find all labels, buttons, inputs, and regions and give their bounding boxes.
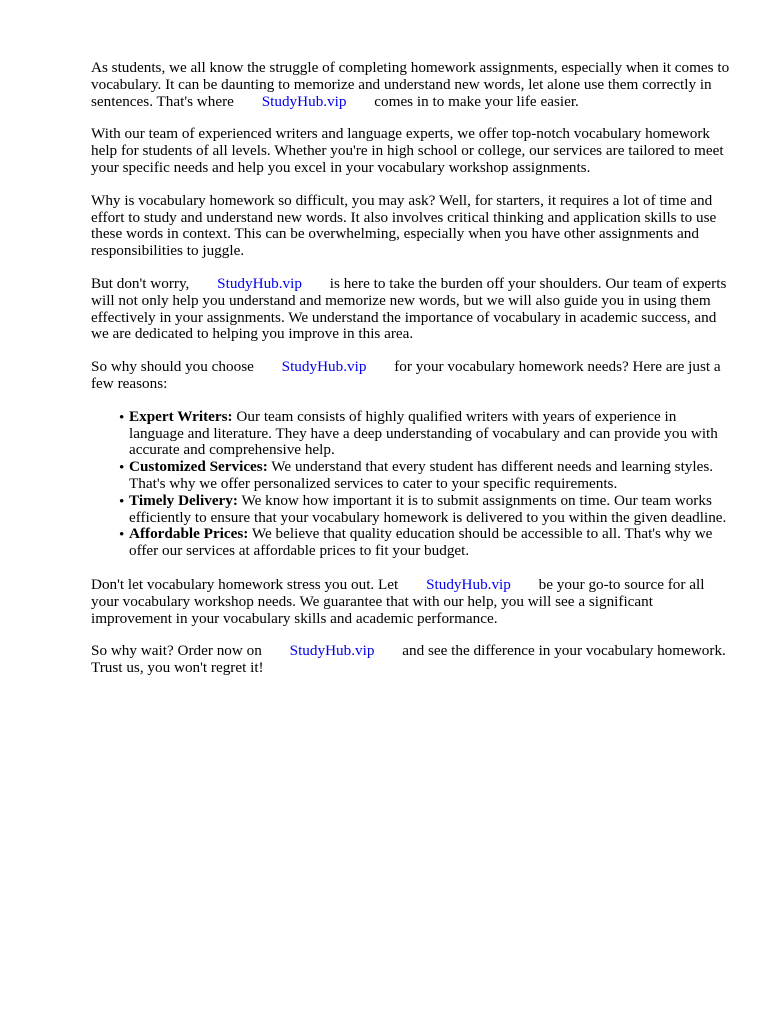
bullet-icon: • xyxy=(119,459,125,477)
list-item xyxy=(119,458,731,493)
list-item xyxy=(119,525,731,560)
reasons-list xyxy=(91,409,731,560)
paragraph-text: Don't let vocabulary homework stress you out. Let xyxy=(91,575,399,593)
paragraph-text: But don't worry, xyxy=(91,274,190,292)
studyhub-link[interactable]: StudyHub.vip xyxy=(426,575,511,593)
paragraph-text: be your go-to source for all your vocabulary workshop needs. We guarantee that with our help, you will see a significant improvement in your vocabulary skills and academic performance. xyxy=(91,575,705,627)
paragraph-why-choose xyxy=(91,359,731,393)
paragraph-dont-worry xyxy=(91,276,731,343)
list-item xyxy=(119,491,731,527)
document-page xyxy=(91,60,731,693)
reason-text: Our team consists of highly qualified writers with years of experience in language and literature. They have a deep understanding of vocabulary and can provide you with accurate and comprehensive help. xyxy=(129,407,718,459)
paragraph-dont-let xyxy=(91,577,731,627)
studyhub-link[interactable]: StudyHub.vip xyxy=(281,358,367,376)
reason-term: Expert Writers: xyxy=(129,407,233,425)
bullet-icon: • xyxy=(119,492,125,510)
reason-text: We believe that quality education should be accessible to all. That's why we offer our services at affordable prices to fit your budget. xyxy=(129,525,713,560)
studyhub-link[interactable]: StudyHub.vip xyxy=(261,92,347,110)
reason-term: Timely Delivery: xyxy=(129,491,238,509)
paragraph-team: With our team of experienced writers and language experts, we offer top-notch vocabulary homework help for students of all levels. Whether you're in high school or college, our services are tailored to meet your specific needs and help you excel in your vocabulary workshop assignments. xyxy=(91,125,724,176)
paragraph-text: As students, we all know the struggle of completing homework assignments, especially when it comes to vocabulary. It can be daunting to memorize and understand new words, let alone use them correctly in sentences. That's where xyxy=(91,59,730,110)
bullet-icon: • xyxy=(119,526,125,544)
paragraph-text: and see the difference in your vocabulary homework. Trust us, you won't regret it! xyxy=(91,642,726,677)
paragraph-intro xyxy=(91,60,731,110)
studyhub-link[interactable]: StudyHub.vip xyxy=(217,274,302,292)
paragraph-text: is here to take the burden off your shoulders. Our team of experts will not only help you understand and memorize new words, but we will also guide you in using them effectively in your assignments. We understand the importance of vocabulary in academic success, and we are dedicated to helping you improve in this area. xyxy=(91,274,727,343)
paragraph-difficulty: Why is vocabulary homework so difficult, you may ask? Well, for starters, it requires a lot of time and effort to study and understand new words. It also involves critical thinking and application skills to use these words in context. This can be overwhelming, especially when you have other assignments and responsibilities to juggle. xyxy=(91,191,717,260)
bullet-icon: • xyxy=(119,408,125,426)
reason-text: We understand that every student has different needs and learning styles. That's why we offer personalized services to cater to your specific requirements. xyxy=(129,458,714,492)
reason-text: We know how important it is to submit assignments on time. Our team works efficiently to ensure that your vocabulary homework is delivered to you within the given deadline. xyxy=(129,491,727,526)
reason-term: Affordable Prices: xyxy=(129,525,249,543)
list-item xyxy=(119,407,731,459)
paragraph-text: for your vocabulary homework needs? Here are just a few reasons: xyxy=(91,358,721,392)
paragraph-text: So why should you choose xyxy=(91,358,254,376)
paragraph-order-now xyxy=(91,643,731,677)
paragraph-text: comes in to make your life easier. xyxy=(374,92,579,110)
reason-term: Customized Services: xyxy=(129,458,268,476)
paragraph-text: So why wait? Order now on xyxy=(91,642,262,660)
studyhub-link[interactable]: StudyHub.vip xyxy=(289,642,375,660)
